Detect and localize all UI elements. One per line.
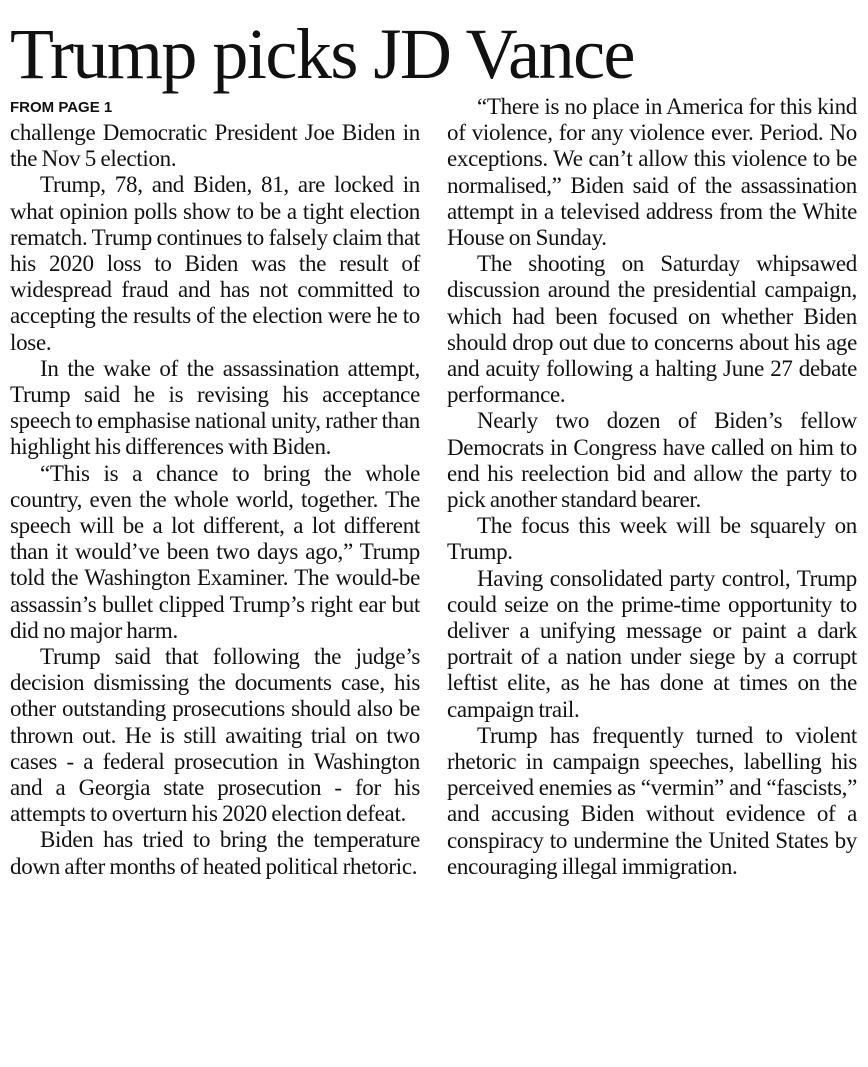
paragraph: The focus this week will be squarely on Trump. (447, 513, 857, 565)
paragraph: The shooting on Saturday whipsawed discussion around the presidential campaign, which had been focused on whether Biden should drop out due to concerns about his age and acuity following a halting June 27 debate performance. (447, 251, 857, 408)
paragraph: Trump, 78, and Biden, 81, are locked in what opinion polls show to be a tight election rematch. Trump continues to falsely claim that his 2020 loss to Biden was the result of widespread fraud and has not committed to accepting the results of the election were he to lose. (10, 172, 420, 355)
paragraph: challenge Democratic President Joe Biden in the Nov 5 election. (10, 120, 420, 172)
article-column-right (447, 94, 857, 880)
paragraph: “This is a chance to bring the whole country, even the whole world, together. The speech will be a lot different, a lot different than it would’ve been two days ago,” Trump told the Washington Examiner. The would-be assassin’s bullet clipped Trump’s right ear but did no major harm. (10, 460, 420, 643)
paragraph: Nearly two dozen of Biden’s fellow Democrats in Congress have called on him to end his reelection bid and allow the party to pick another standard bearer. (447, 408, 857, 513)
continued-from-label: FROM PAGE 1 (10, 99, 113, 116)
article-column-left (10, 120, 420, 880)
paragraph: Trump has frequently turned to violent rhetoric in campaign speeches, labelling his perceived enemies as “vermin” and “fascists,” and accusing Biden without evidence of a conspiracy to undermine the United States by encouraging illegal immigration. (447, 722, 857, 879)
paragraph: Having consolidated party control, Trump could seize on the prime-time opportunity to deliver a unifying message or paint a dark portrait of a nation under siege by a corrupt leftist elite, as he has done at times on the campaign trail. (447, 565, 857, 722)
headline: Trump picks JD Vance (10, 14, 635, 94)
paragraph: Biden has tried to bring the temperature down after months of heated political rhetoric. (10, 827, 420, 879)
paragraph: Trump said that following the judge’s decision dismissing the documents case, his other outstanding prosecutions should also be thrown out. He is still awaiting trial on two cases - a federal prosecution in Washington and a Georgia state prosecution - for his attempts to overturn his 2020 election defeat. (10, 644, 420, 827)
paragraph: In the wake of the assassination attempt, Trump said he is revising his acceptance speech to emphasise national unity, rather than highlight his differences with Biden. (10, 355, 420, 460)
paragraph: “There is no place in America for this kind of violence, for any violence ever. Period. No exceptions. We can’t allow this violence to be normalised,” Biden said of the assassination attempt in a televised address from the White House on Sunday. (447, 94, 857, 251)
